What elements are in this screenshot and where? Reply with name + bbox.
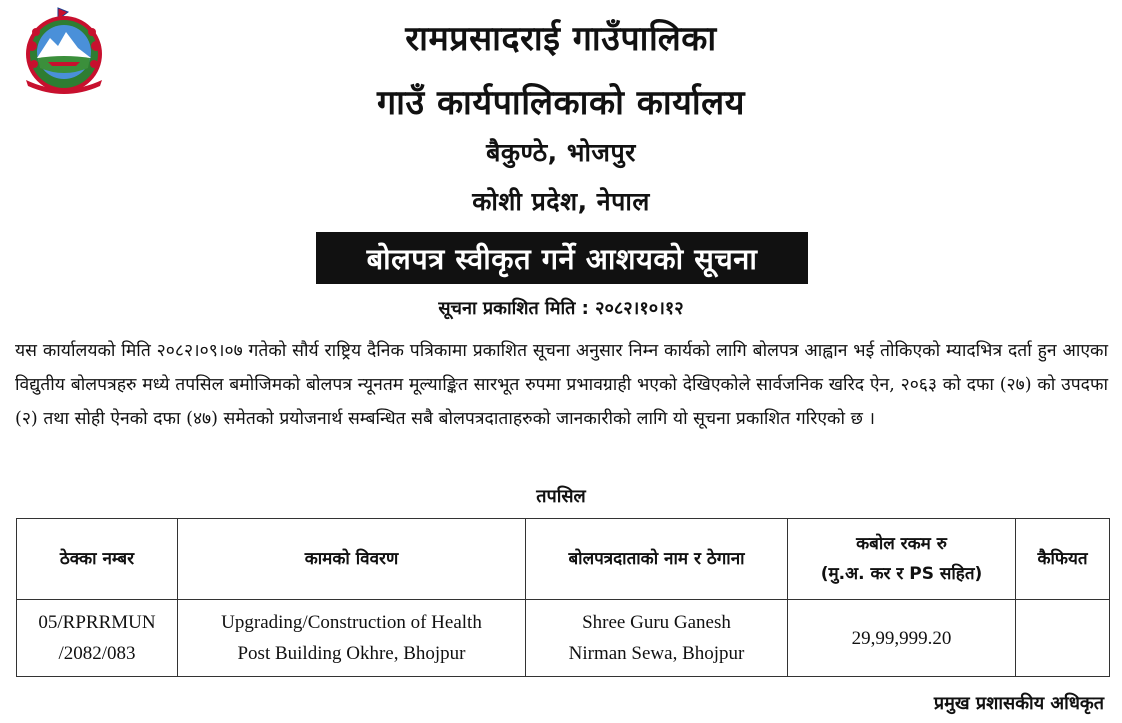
details-heading: तपसिल xyxy=(536,486,586,507)
header-work-description: कामको विवरण xyxy=(178,519,526,600)
signatory-title: प्रमुख प्रशासकीय अधिकृत xyxy=(933,693,1104,714)
office-province: कोशी प्रदेश, नेपाल xyxy=(472,187,650,216)
table-header-row xyxy=(17,519,1110,600)
cell-amount: 29,99,999.20 xyxy=(788,600,1016,677)
contract-no-line1: 05/RPRRMUN xyxy=(38,612,156,633)
bidder-line2: Nirman Sewa, Bhojpur xyxy=(568,643,745,664)
table-row xyxy=(17,600,1110,677)
header-bidder: बोलपत्रदाताको नाम र ठेगाना xyxy=(526,519,788,600)
cell-work-description xyxy=(178,600,526,677)
tender-table xyxy=(16,518,1110,677)
published-date: सूचना प्रकाशित मिति : २०८२।१०।१२ xyxy=(438,298,684,319)
header-amount-line2: (मु.अ. कर र PS सहित) xyxy=(820,564,983,584)
notice-title: बोलपत्र स्वीकृत गर्ने आशयको सूचना xyxy=(316,232,808,284)
header-amount xyxy=(788,519,1016,600)
contract-no-line2: /2082/083 xyxy=(58,643,136,664)
work-desc-line1: Upgrading/Construction of Health xyxy=(221,612,482,633)
bidder-line1: Shree Guru Ganesh xyxy=(582,612,731,633)
work-desc-line2: Post Building Okhre, Bhojpur xyxy=(237,643,466,664)
office-name: गाउँ कार्यपालिकाको कार्यालय xyxy=(377,83,745,123)
cell-contract-no xyxy=(17,600,178,677)
cell-bidder xyxy=(526,600,788,677)
office-location: बैकुण्ठे, भोजपुर xyxy=(486,138,636,167)
header-contract-no: ठेक्का नम्बर xyxy=(17,519,178,600)
cell-remarks xyxy=(1016,600,1110,677)
header-remarks: कैफियत xyxy=(1016,519,1110,600)
municipality-name: रामप्रसादराई गाउँपालिका xyxy=(405,19,717,59)
notice-body: यस कार्यालयको मिति २०८२।०९।०७ गतेको सौर्य राष्ट्रिय दैनिक पत्रिकामा प्रकाशित सूचना अनुसार निम्न कार्यको लागि बोलपत्र आह्वान भई तोकिएको म्यादभित्र दर्ता हुन आएका विद्युतीय बोलपत्रहरु मध्ये तपसिल बमोजिमको बोलपत्र न्यूनतम मूल्याङ्कित सारभूत रुपमा प्रभावग्राही भएको देखिएकोले सार्वजनिक खरिद ऐन, २०६३ को दफा (२७) को उपदफा (२) तथा सोही ऐनको दफा (४७) समेतको प्रयोजनार्थ सम्बन्धित सबै बोलपत्रदाताहरुको जानकारीको लागि यो सूचना प्रकाशित गरिएको छ । xyxy=(15,341,1108,429)
header-amount-line1: कबोल रकम रु xyxy=(856,534,947,554)
